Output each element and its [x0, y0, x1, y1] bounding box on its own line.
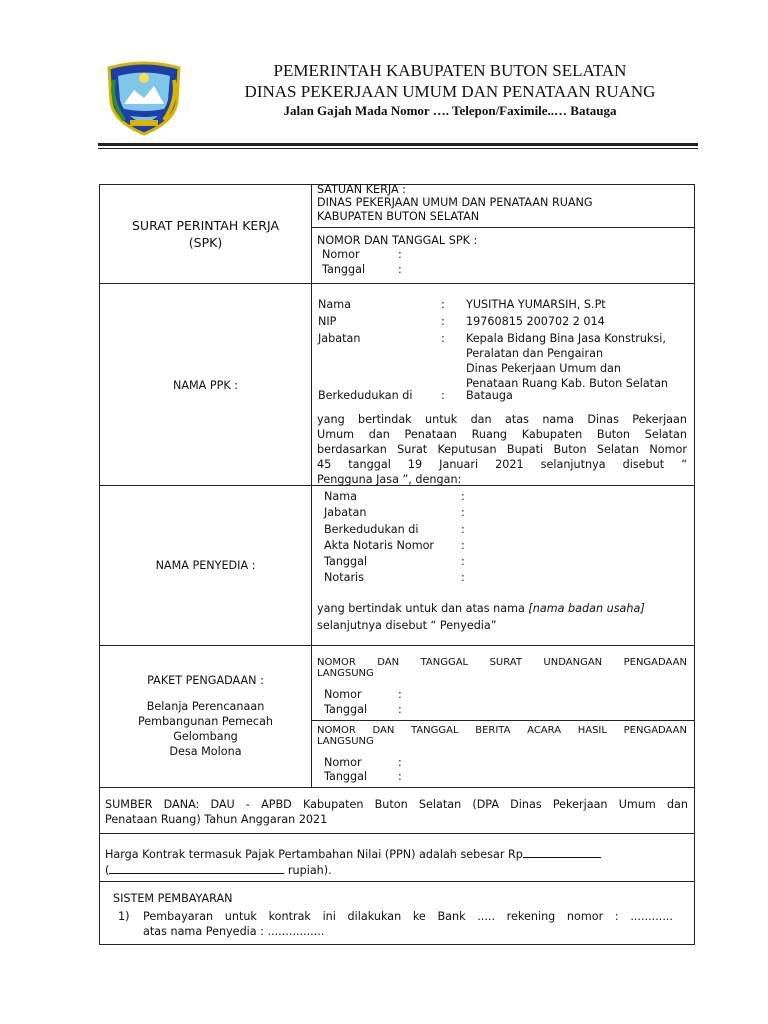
penyedia-notaris-label: Notaris — [324, 571, 364, 585]
spk-title — [100, 217, 311, 251]
undangan-heading — [317, 657, 687, 679]
spk-title-line-2: (SPK) — [188, 235, 223, 250]
penyedia-akta-label: Akta Notaris Nomor — [324, 538, 435, 552]
nomor-tanggal-spk-label: NOMOR DAN TANGGAL SPK : — [317, 234, 478, 247]
paket-name — [100, 699, 311, 759]
pembayaran-item-number: 1) — [118, 910, 130, 923]
spk-tanggal-colon: : — [398, 263, 402, 276]
penyedia-colon: : — [461, 571, 465, 585]
sumber-dana-line-1: SUMBER DANA: DAU - APBD Kabupaten Buton Selatan (DPA Dinas Pekerjaan Umum dan — [105, 798, 688, 811]
ppk-jabatan-label: Jabatan — [318, 332, 361, 345]
penyedia-tanggal-label: Tanggal — [324, 555, 368, 569]
spk-title-line-1: SURAT PERINTAH KERJA — [132, 218, 279, 233]
ppk-jabatan-line: Penataan Ruang Kab. Buton Selatan — [466, 377, 669, 390]
paket-name-line: Pembangunan Pemecah — [137, 715, 274, 728]
ppk-nama-value: YUSITHA YUMARSIH, S.Pt — [466, 298, 606, 311]
paket-name-line: Gelombang — [173, 730, 238, 743]
undangan-nomor-label: Nomor — [324, 688, 362, 701]
sumber-dana — [105, 797, 688, 827]
regency-logo — [104, 60, 184, 136]
satuan-kerja-name: DINAS PEKERJAAN UMUM DAN PENATAAN RUANG — [317, 196, 593, 209]
satuan-kerja-block — [317, 183, 593, 224]
penyedia-berkedudukan-label: Berkedudukan di — [324, 522, 419, 536]
ppk-berkedudukan-label: Berkedudukan di — [318, 389, 413, 402]
sumber-dana-line-2: Penataan Ruang) Tahun Anggaran 2021 — [105, 813, 328, 826]
undangan-nomor-colon: : — [398, 688, 402, 701]
penyedia-colons — [461, 489, 465, 587]
letterhead-line-2: DINAS PEKERJAAN UMUM DAN PENATAAN RUANG — [244, 82, 656, 101]
berita-acara-heading — [317, 725, 687, 747]
paket-name-line: Desa Molona — [169, 745, 242, 758]
ppk-jabatan-value — [466, 331, 668, 391]
letterhead-line-1: PEMERINTAH KABUPATEN BUTON SELATAN — [273, 61, 627, 80]
berita-acara-heading-line-2: LANGSUNG — [317, 736, 374, 747]
harga-rupiah-text: rupiah). — [284, 864, 332, 877]
letterhead-address: Jalan Gajah Mada Nomor …. Telepon/Faximile..… Batauga — [283, 103, 617, 118]
paket-name-line: Belanja Perencanaan — [146, 700, 265, 713]
penyedia-nama-label: Nama — [324, 490, 357, 503]
ppk-berkedudukan-colon: : — [441, 389, 445, 402]
penyedia-colon: : — [461, 555, 465, 569]
ppk-section-label: NAMA PPK : — [172, 379, 239, 392]
penyedia-section-label: NAMA PENYEDIA : — [155, 559, 256, 572]
paket-section-label: PAKET PENGADAAN : — [147, 674, 264, 687]
penyedia-colon: : — [461, 490, 465, 503]
ppk-jabatan-line: Dinas Pekerjaan Umum dan — [466, 362, 621, 375]
penyedia-paragraph — [317, 600, 689, 634]
ppk-nama-colon: : — [441, 298, 445, 311]
harga-words-blank — [109, 862, 284, 874]
ppk-jabatan-colon: : — [441, 332, 445, 345]
berita-nomor-colon: : — [398, 756, 402, 769]
harga-amount-blank — [523, 846, 601, 858]
berita-nomor-label: Nomor — [324, 756, 362, 769]
pembayaran-item-line-1: Pembayaran untuk kontrak ini dilakukan ke Bank ..... rekening nomor : ............ — [143, 910, 673, 923]
harga-open-paren: ( — [105, 864, 110, 877]
undangan-heading-line-1: NOMOR DAN TANGGAL SURAT UNDANGAN PENGADAAN — [317, 657, 687, 668]
harga-kontrak-text: Harga Kontrak termasuk Pajak Pertambahan Nilai (PPN) adalah sebesar Rp — [105, 848, 523, 861]
penyedia-colon: : — [461, 538, 465, 552]
pembayaran-item — [143, 909, 673, 939]
ppk-paragraph-line: yang bertindak untuk dan atas nama Dinas Pekerjaan — [317, 413, 687, 426]
ppk-berkedudukan-value: Batauga — [466, 389, 513, 402]
berita-tanggal-label: Tanggal — [324, 770, 368, 783]
penyedia-colon: : — [461, 506, 465, 520]
undangan-tanggal-colon: : — [398, 703, 402, 716]
harga-kontrak — [105, 846, 688, 878]
ppk-paragraph-line: Pengguna Jasa ”, dengan: — [317, 473, 462, 486]
ppk-paragraph — [317, 412, 687, 487]
satuan-kerja-region: KABUPATEN BUTON SELATAN — [317, 210, 480, 223]
undangan-tanggal-label: Tanggal — [324, 703, 368, 716]
sistem-pembayaran-title: SISTEM PEMBAYARAN — [113, 892, 233, 905]
badan-usaha-placeholder: [nama badan usaha] — [528, 602, 645, 615]
spk-nomor-label: Nomor — [322, 248, 360, 261]
ppk-nip-value: 19760815 200702 2 014 — [466, 315, 605, 328]
ppk-paragraph-line: berdasarkan Surat Keputusan Bupati Buton Selatan Nomor — [317, 443, 687, 456]
penyedia-paragraph-text: yang bertindak untuk dan atas nama — [317, 602, 529, 615]
pembayaran-item-line-2: atas nama Penyedia : ................ — [143, 925, 325, 938]
penyedia-jabatan-label: Jabatan — [324, 506, 367, 520]
ppk-jabatan-line: Kepala Bidang Bina Jasa Konstruksi, — [466, 332, 666, 345]
ppk-paragraph-line: Umum dan Penataan Ruang Kabupaten Buton Selatan — [317, 428, 687, 441]
penyedia-fields — [324, 489, 434, 587]
undangan-heading-line-2: LANGSUNG — [317, 668, 374, 679]
ppk-jabatan-line: Peralatan dan Pengairan — [466, 347, 604, 360]
ppk-nip-label: NIP — [318, 315, 337, 328]
penyedia-colon: : — [461, 522, 465, 536]
satuan-kerja-label: SATUAN KERJA : — [317, 183, 406, 196]
penyedia-paragraph-line-2: selanjutnya disebut “ Penyedia” — [317, 619, 497, 632]
spk-nomor-colon: : — [398, 248, 402, 261]
ppk-nama-label: Nama — [318, 298, 351, 311]
ppk-nip-colon: : — [441, 315, 445, 328]
coat-of-arms-icon — [104, 60, 184, 136]
berita-acara-heading-line-1: NOMOR DAN TANGGAL BERITA ACARA HASIL PENGADAAN — [317, 725, 687, 736]
ppk-paragraph-line: 45 tanggal 19 Januari 2021 selanjutnya disebut “ — [317, 458, 687, 471]
letterhead-divider — [98, 143, 698, 146]
berita-tanggal-colon: : — [398, 770, 402, 783]
spk-tanggal-label: Tanggal — [322, 263, 366, 276]
letterhead-divider-thin — [98, 148, 698, 149]
